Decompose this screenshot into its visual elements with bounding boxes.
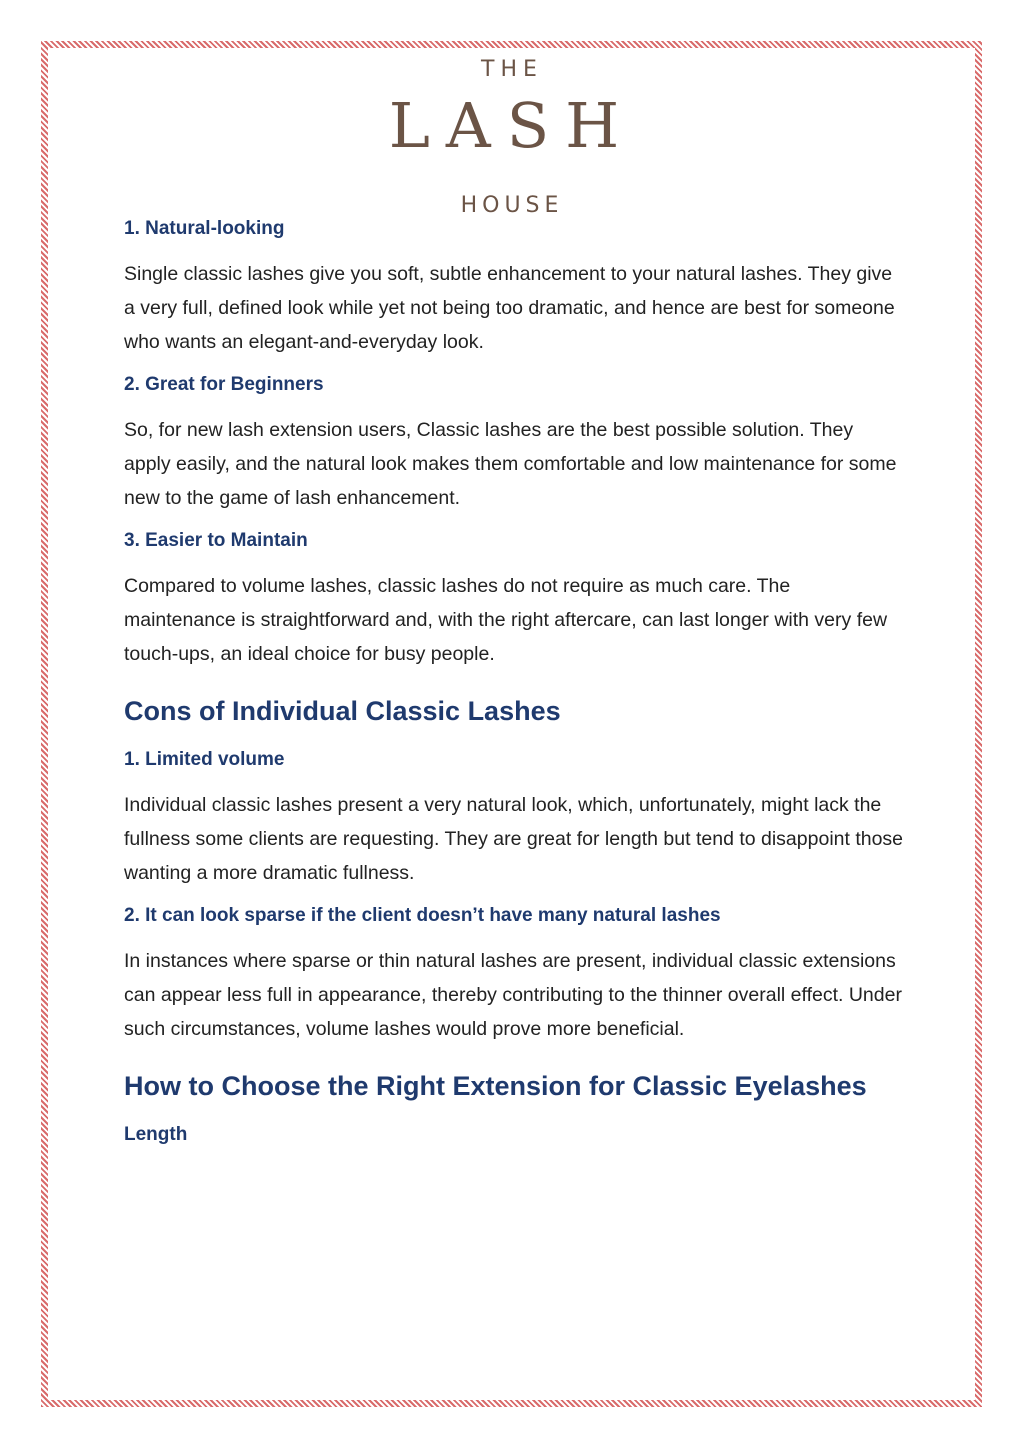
con1-heading: 1. Limited volume (124, 749, 285, 770)
pro2-paragraph: So, for new lash extension users, Classic lashes are the best possible solution. They apply easily, and the natural look makes them comfortable and low maintenance for some new to the game of lash enhancement. (124, 419, 897, 509)
logo-line-lash: LASH (388, 89, 636, 162)
article-content (124, 214, 904, 1150)
brand-logo (380, 55, 644, 221)
con2-paragraph: In instances where sparse or thin natural lashes are present, individual classic extensions can appear less full in appearance, thereby contributing to the thinner overall effect. Under such circumstances, volume lashes would prove more beneficial. (124, 950, 902, 1040)
pro1-paragraph: Single classic lashes give you soft, subtle enhancement to your natural lashes. They give a very full, defined look while yet not being too dramatic, and hence are best for someone who wants an elegant-and-everyday look. (124, 263, 895, 353)
con2-heading: 2. It can look sparse if the client doesn’t have many natural lashes (124, 905, 721, 926)
logo-line-house: HOUSE (460, 193, 564, 218)
choose-section-heading: How to Choose the Right Extension for Classic Eyelashes (124, 1071, 867, 1101)
pro3-paragraph: Compared to volume lashes, classic lashes do not require as much care. The maintenance is straightforward and, with the right aftercare, can last longer with very few touch-ups, an ideal choice for busy people. (124, 575, 888, 665)
length-heading: Length (124, 1124, 188, 1145)
logo-line-the: THE (481, 57, 543, 82)
pro2-heading: 2. Great for Beginners (124, 374, 324, 395)
pro3-heading: 3. Easier to Maintain (124, 530, 308, 551)
con1-paragraph: Individual classic lashes present a very natural look, which, unfortunately, might lack the fullness some clients are requesting. They are great for length but tend to disappoint those wanting a more dramatic fullness. (124, 794, 904, 884)
pro1-heading: 1. Natural-looking (124, 218, 285, 239)
cons-section-heading: Cons of Individual Classic Lashes (124, 696, 561, 726)
